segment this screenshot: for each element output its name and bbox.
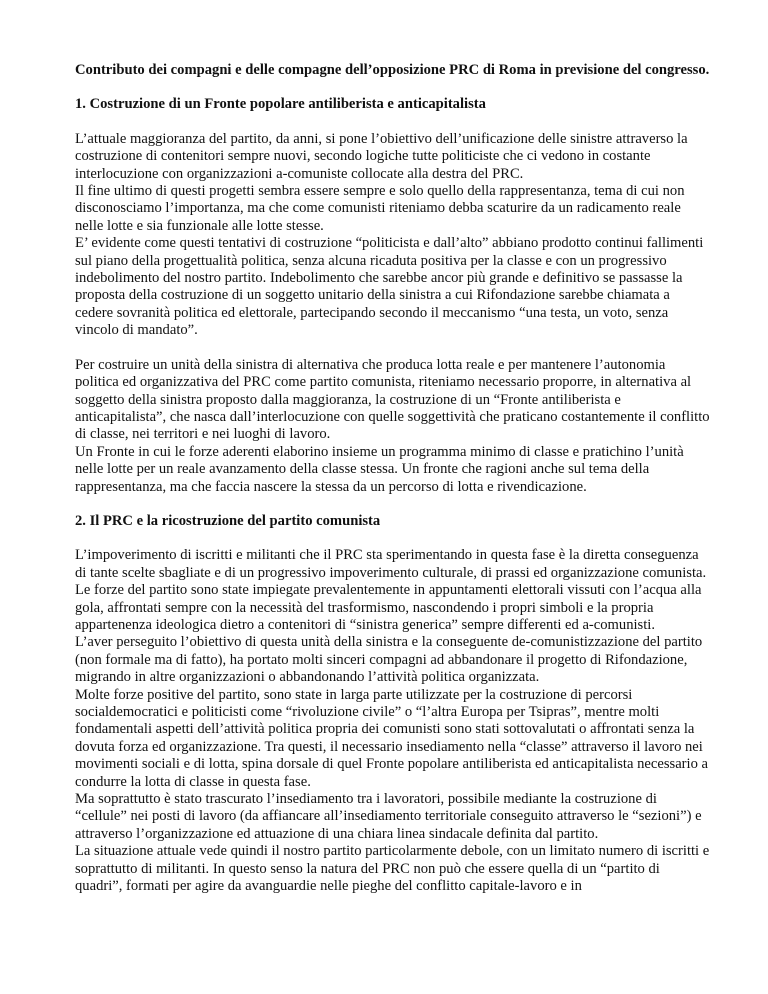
document-title: Contributo dei compagni e delle compagne dell’opposizione PRC di Roma in previsione del congresso. bbox=[75, 62, 710, 78]
paragraph-line: L’attuale maggioranza del partito, da anni, si pone l’obiettivo dell’unificazione delle sinistre attraverso la costruzione di contenitori sempre nuovi, secondo logiche tutte politiciste che ci vedono in costante interlocuzione con organizzazioni a-comuniste collocate alla destra del PRC. bbox=[75, 130, 688, 182]
paragraph-line: La situazione attuale vede quindi il nostro partito particolarmente debole, con un limitato numero di iscritti e soprattutto di militanti. In questo senso la natura del PRC non può che essere quella di un “partito di quadri”, formati per agire da avanguardie nelle pieghe del conflitto capitale-lavoro e in bbox=[75, 843, 710, 895]
paragraph-line: Le forze del partito sono state impiegate prevalentemente in appuntamenti elettorali vissuti con l’acqua alla gola, affrontati sempre con la necessità del trasformismo, nascondendo i propri simboli e la propria appartenenza ideologica dietro a contenitori di “sinistra generica” sempre differenti ed a-comunisti. bbox=[75, 582, 702, 633]
paragraph-line: Il fine ultimo di questi progetti sembra essere sempre e solo quello della rappresentanza, tema di cui non disconosciamo l’importanza, ma che come comunisti riteniamo debba scaturire da un radicamento reale nelle lotte e sia funzionale alle lotte stesse. bbox=[75, 183, 685, 234]
paragraph-line: E’ evidente come questi tentativi di costruzione “politicista e dall’alto” abbiano prodotto continui fallimenti sul piano della progettualità politica, senza alcuna ricaduta positiva per la classe e con un progressivo indebolimento del nostro partito. Indebolimento che sarebbe ancor più grande e definitivo se passasse la proposta della costruzione di un soggetto unitario della sinistra a cui Rifondazione sarebbe chiamata a cedere sovranità politica ed elettorale, partecipando secondo il meccanismo “una testa, un voto, senza vincolo di mandato”. bbox=[75, 235, 704, 339]
section-1-paragraph-2 bbox=[75, 357, 710, 496]
paragraph-line: Molte forze positive del partito, sono state in larga parte utilizzate per la costruzione di percorsi socialdemocratici e politicisti come “rivoluzione civile” o “l’altra Europa per Tsipras”, mentre molti fondamentali aspetti dell’attività politica propria dei comunisti sono stati sottovalutati o affrontati senza la dovuta forza ed organizzazione. Tra questi, il necessario insediamento nella “classe” attraverso il lavoro nei movimenti sociali e di lotta, spina dorsale di quel Fronte popolare antiliberista ed anticapitalista necessario a condurre la lotta di classe in questa fase. bbox=[75, 686, 709, 790]
paragraph-line: Un Fronte in cui le forze aderenti elaborino insieme un programma minimo di classe e pratichino l’unità nelle lotte per un reale avanzamento della classe stessa. Un fronte che ragioni anche sul tema della rappresentanza, ma che faccia nascere la stessa da un percorso di lotta e rivendicazione. bbox=[75, 443, 684, 495]
paragraph-line: Ma soprattutto è stato trascurato l’insediamento tra i lavoratori, possibile mediante la costruzione di “cellule” nei posti di lavoro (da affiancare all’insediamento territoriale conseguito attraverso le “sezioni”) e attraverso l’organizzazione ed attuazione di una chiara linea sindacale definita dal partito. bbox=[75, 791, 702, 842]
section-2-paragraph-1 bbox=[75, 547, 710, 895]
paragraph-line: Per costruire un unità della sinistra di alternativa che produca lotta reale e per mantenere l’autonomia politica ed organizzativa del PRC come partito comunista, riteniamo necessario proporre, in alternativa al soggetto della sinistra proposto dalla maggioranza, la costruzione di un “Fronte antiliberista e anticapitalista”, che nasca dall’interlocuzione con quelle soggettività che praticano costantemente il conflitto di classe, nei territori e nei luoghi di lavoro. bbox=[75, 356, 710, 443]
section-2-heading: 2. Il PRC e la ricostruzione del partito comunista bbox=[75, 512, 381, 529]
paragraph-line: L’impoverimento di iscritti e militanti che il PRC sta sperimentando in questa fase è la diretta conseguenza di tante scelte sbagliate e di un progressivo impoverimento culturale, di prassi ed organizzazione comunista. bbox=[75, 547, 707, 581]
section-1-heading: 1. Costruzione di un Fronte popolare antiliberista e anticapitalista bbox=[75, 96, 486, 113]
paragraph-line: L’aver perseguito l’obiettivo di questa unità della sinistra e la conseguente de-comunistizzazione del partito (non formale ma di fatto), ha portato molti sinceri compagni ad abbandonare il progetto di Rifondazione, migrando in altre organizzazioni o abbandonando l’attività politica organizzata. bbox=[75, 634, 703, 686]
section-1-paragraph-1 bbox=[75, 131, 710, 340]
